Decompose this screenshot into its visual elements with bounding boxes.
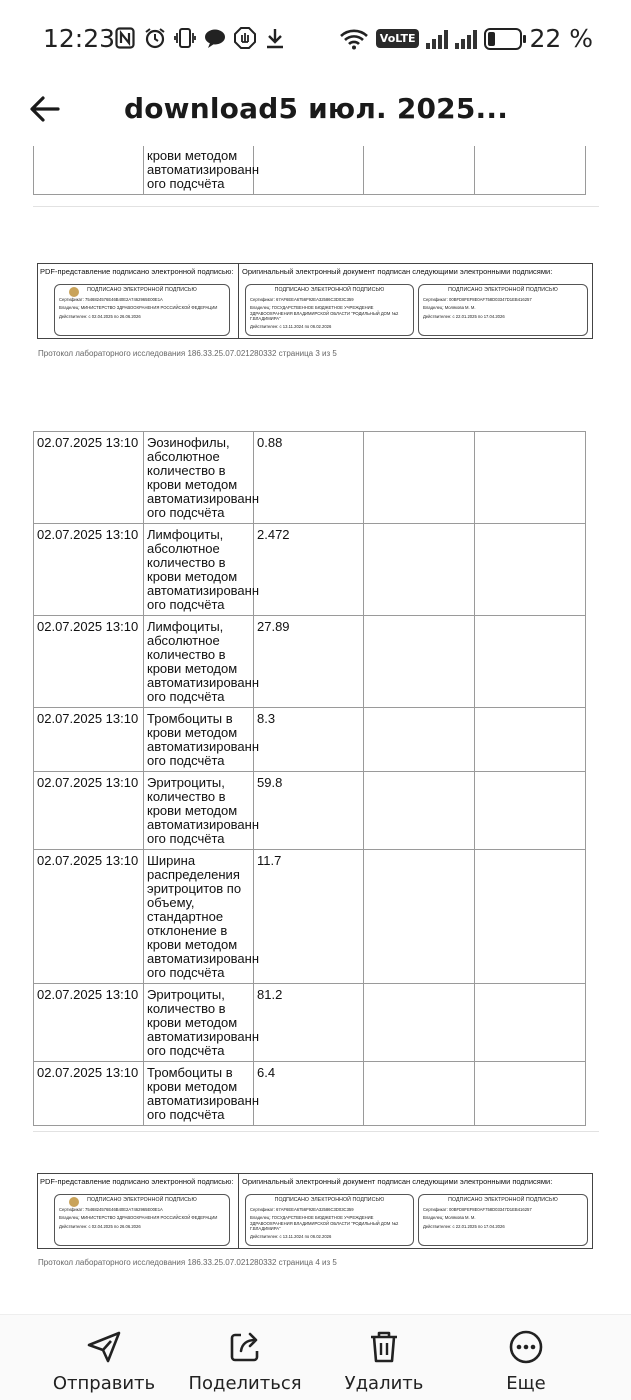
signature-right-header: Оригинальный электронный документ подписан следующими электронными подписями: [242,1177,553,1186]
signature-block [37,263,593,339]
signature-card: ПОДПИСАНО ЭЛЕКТРОННОЙ ПОДПИСЬЮ Сертификат: 7546824576E46B40E2A7462965E00E1A Владелец: МИНИСТЕРСТВО ЗДРАВООХРАНЕНИЯ РОССИЙСКОЙ ФЕДЕРАЦИИ Действителен: с 02.04.2025 по 26.06.2026 [54,284,230,336]
cell-analysis: крови методом автоматизированн ого подсчёта [144,146,254,195]
page-divider [33,1131,599,1132]
cell-date: 02.07.2025 13:10 [34,524,144,616]
cell-c5 [475,616,586,708]
back-button[interactable] [26,90,64,128]
cell-c4 [364,708,475,772]
vibrate-icon [174,26,196,50]
emblem-icon [69,287,79,297]
more-button[interactable]: Еще [466,1325,586,1394]
cell-date: 02.07.2025 13:10 [34,850,144,984]
cell-value: 27.89 [254,616,364,708]
signal-icon [426,29,448,49]
cell-value: 11.7 [254,850,364,984]
more-icon [508,1329,544,1365]
signature-left-header: PDF-представление подписано электронной подписью: [40,1177,234,1186]
cell-c4 [364,772,475,850]
trash-icon [366,1329,402,1365]
cell-c5 [475,850,586,984]
battery-icon [484,28,522,50]
table-row [34,984,586,1062]
cell-c5 [475,432,586,524]
table-row [34,1062,586,1126]
cell-analysis: Ширина распределения эритроцитов по объему, стандартное отклонение в крови методом автоматизированн ого подсчёта [144,850,254,984]
system-indicators [339,24,593,53]
cell-c4 [364,524,475,616]
table-row [34,524,586,616]
table-fragment-top [33,146,586,195]
protocol-footer: Протокол лабораторного исследования 186.33.25.07.021280332 страница 3 из 5 [38,349,337,358]
cell-c5 [475,524,586,616]
cell-c5 [475,984,586,1062]
cell-c4 [364,616,475,708]
cell-analysis: Эозинофилы, абсолютное количество в крови методом автоматизированн ого подсчёта [144,432,254,524]
cell-value: 0.88 [254,432,364,524]
download-icon [264,26,286,50]
send-button[interactable]: Отправить [44,1325,164,1394]
cell-date: 02.07.2025 13:10 [34,432,144,524]
cell-value: 2.472 [254,524,364,616]
chat-bubble-icon [204,26,226,50]
cell-date: 02.07.2025 13:10 [34,616,144,708]
results-table [33,431,586,1126]
cell-value: 8.3 [254,708,364,772]
pdf-viewer[interactable] [0,146,631,1314]
cell-date: 02.07.2025 13:10 [34,984,144,1062]
cell-analysis: Лимфоциты, абсолютное количество в крови методом автоматизированн ого подсчёта [144,524,254,616]
signature-card: ПОДПИСАНО ЭЛЕКТРОННОЙ ПОДПИСЬЮ Сертификат: 7546824576E46B40E2A7462965E00E1A Владелец: МИНИСТЕРСТВО ЗДРАВООХРАНЕНИЯ РОССИЙСКОЙ ФЕДЕРАЦИИ Действителен: с 02.04.2025 по 26.06.2026 [54,1194,230,1246]
signature-left-header: PDF-представление подписано электронной подписью: [40,267,234,276]
cell-analysis: Эритроциты, количество в крови методом автоматизированн ого подсчёта [144,772,254,850]
signature-block [37,1173,593,1249]
nfc-icon [114,26,136,50]
table-row [34,850,586,984]
table-row [34,772,586,850]
table-row [34,432,586,524]
battery-percent: 22 % [529,24,593,53]
do-not-disturb-icon [234,26,256,50]
notification-icons [114,26,286,50]
cell-value: 59.8 [254,772,364,850]
signature-card: ПОДПИСАНО ЭЛЕКТРОННОЙ ПОДПИСЬЮ Сертификат: 67AF6EEA6756F92EA32586C3D03C359 Владелец: ГОСУДАРСТВЕННОЕ БЮДЖЕТНОЕ УЧРЕЖДЕНИЕ ЗДРАВООХРАНЕНИЯ ВЛАДИМИРСКОЙ ОБЛАСТИ "РОДИЛЬНЫЙ ДОМ №2 Г.ВЛАДИМИРА" Действителен: с 13.11.2024 по 06.02.2026 [245,1194,414,1246]
cell-date: 02.07.2025 13:10 [34,772,144,850]
cell-date: 02.07.2025 13:10 [34,1062,144,1126]
table-row [34,616,586,708]
bottom-toolbar [0,1314,631,1400]
cell-value: 81.2 [254,984,364,1062]
table-row [34,146,586,195]
share-button[interactable]: Поделиться [185,1325,305,1394]
signature-card: ПОДПИСАНО ЭЛЕКТРОННОЙ ПОДПИСЬЮ Сертификат: 00BFD8FEF8E0AF758D03347D1EB416257 Владелец: Молякова М. М. Действителен: с 22.01.2025 по 17.04.2026 [418,1194,588,1246]
signal-icon-2 [455,29,477,49]
page-divider [33,206,599,207]
status-time: 12:23 [43,24,116,53]
cell-c4 [364,1062,475,1126]
cell-analysis: Тромбоциты в крови методом автоматизированн ого подсчёта [144,1062,254,1126]
cell-analysis: Эритроциты, количество в крови методом автоматизированн ого подсчёта [144,984,254,1062]
cell-c5 [475,772,586,850]
status-bar [0,0,631,78]
send-icon [86,1329,122,1365]
table-row [34,708,586,772]
alarm-icon [144,26,166,50]
cell-date: 02.07.2025 13:10 [34,708,144,772]
protocol-footer: Протокол лабораторного исследования 186.33.25.07.021280332 страница 4 из 5 [38,1258,337,1267]
cell-c4 [364,850,475,984]
app-header [0,78,631,146]
signature-right-header: Оригинальный электронный документ подписан следующими электронными подписями: [242,267,553,276]
cell-value: 6.4 [254,1062,364,1126]
back-arrow-icon [26,90,64,128]
share-icon [227,1329,263,1365]
delete-button[interactable]: Удалить [324,1325,444,1394]
cell-c5 [475,708,586,772]
cell-c4 [364,432,475,524]
wifi-icon [339,28,369,50]
cell-analysis: Лимфоциты, абсолютное количество в крови методом автоматизированн ого подсчёта [144,616,254,708]
cell-c4 [364,984,475,1062]
document-title: download5 июл. 2025... [124,92,509,125]
cell-c5 [475,1062,586,1126]
volte-badge: VoLTE [376,29,420,48]
emblem-icon [69,1197,79,1207]
signature-card: ПОДПИСАНО ЭЛЕКТРОННОЙ ПОДПИСЬЮ Сертификат: 67AF6EEA6756F92EA32586C3D03C359 Владелец: ГОСУДАРСТВЕННОЕ БЮДЖЕТНОЕ УЧРЕЖДЕНИЕ ЗДРАВООХРАНЕНИЯ ВЛАДИМИРСКОЙ ОБЛАСТИ "РОДИЛЬНЫЙ ДОМ №2 Г.ВЛАДИМИРА" Действителен: с 13.11.2024 по 06.02.2026 [245,284,414,336]
cell-analysis: Тромбоциты в крови методом автоматизированн ого подсчёта [144,708,254,772]
signature-card: ПОДПИСАНО ЭЛЕКТРОННОЙ ПОДПИСЬЮ Сертификат: 00BFD8FEF8E0AF758D03347D1EB416257 Владелец: Молякова М. М. Действителен: с 22.01.2025 по 17.04.2026 [418,284,588,336]
